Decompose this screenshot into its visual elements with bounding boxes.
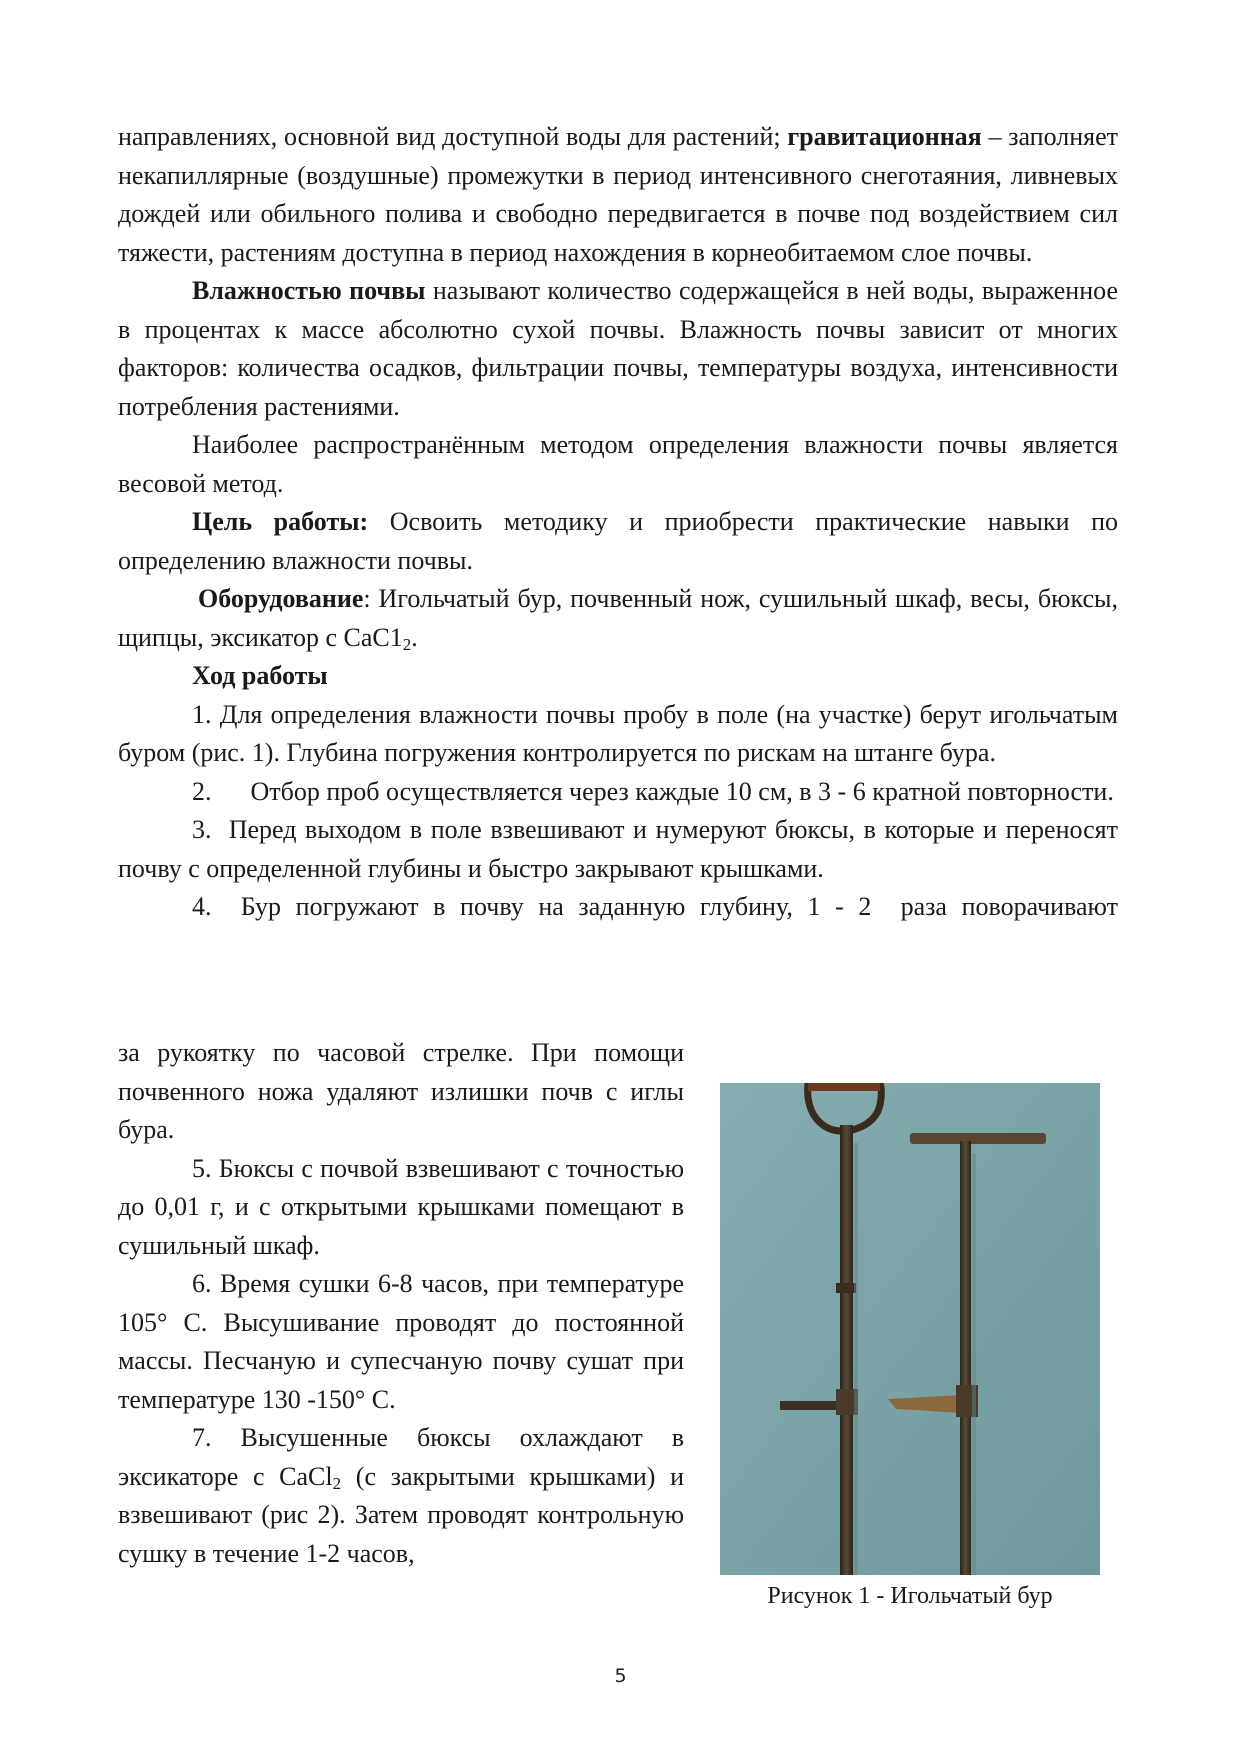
left-column-text xyxy=(118,1034,684,1573)
step-6: 6. Время сушки 6-8 часов, при температуре 105° С. Высушивание проводят до постоянной массы. Песчаную и супесчаную почву сушат при температуре 130 -150° С. xyxy=(118,1269,684,1414)
paragraph-goal: Цель работы: Освоить методику и приобрести практические навыки по определению влажности почвы. xyxy=(118,507,1118,575)
paragraph-soil-moisture-definition: Влажностью почвы называют количество содержащейся в ней воды, выраженное в процентах к массе абсолютно сухой почвы. Влажность почвы зависит от многих факторов: количества осадков, фильтрации почвы, температуры воздуха, интенсивности потребления растениями. xyxy=(118,276,1118,421)
step-3: 3. Перед выходом в поле взвешивают и нумеруют бюксы, в которые и переносят почву с определенной глубины и быстро закрывают крышками. xyxy=(118,815,1125,883)
paragraph-water-types: направлениях, основной вид доступной воды для растений; гравитационная – заполняет некапиллярные (воздушные) промежутки в период интенсивного снеготаяния, ливневых дождей или обильного полива и свободно передвигается в почве под воздействием сил тяжести, растениям доступна в период нахождения в корнеобитаемом слое почвы. xyxy=(118,122,1118,267)
step-4-start: 4. Бур погружают в почву на заданную глубину, 1 - 2 раза поворачивают xyxy=(192,892,1118,921)
term-gravitational: гравитационная xyxy=(787,122,982,151)
paragraph-weight-method: Наиболее распространённым методом определения влажности почвы является весовой метод. xyxy=(118,430,1118,498)
paragraph-equipment: Оборудование: Игольчатый бур, почвенный нож, сушильный шкаф, весы, бюксы, щипцы, эксикатор с $СаС1_2$. xyxy=(118,584,1118,654)
term-soil-moisture: Влажностью почвы xyxy=(192,276,426,305)
heading-procedure: Ход работы xyxy=(192,661,328,690)
step-4-continued: за рукоятку по часовой стрелке. При помощи почвенного ножа удаляют излишки почв с иглы бура. xyxy=(118,1038,684,1144)
figure-needle-auger xyxy=(720,1083,1100,1575)
step-1: 1. Для определения влажности почвы пробу в поле (на участке) берут игольчатым буром (рис. 1). Глубина погружения контролируется по рискам на штанге бура. xyxy=(118,699,1118,767)
main-text-block xyxy=(118,118,1125,927)
label-goal: Цель работы: xyxy=(192,507,369,536)
step-2: 2. Отбор проб осуществляется через каждые 10 см, в 3 - 6 кратной повторности. xyxy=(192,776,1114,806)
page-number: 5 xyxy=(614,1665,627,1687)
label-equipment: Оборудование xyxy=(198,584,364,613)
step-7: 7. Высушенные бюксы охлаждают в эксикаторе с CaCl$_2$ (с закрытыми крышками) и взвешивают (рис 2). Затем проводят контрольную сушку в течение 1-2 часов, xyxy=(118,1423,685,1568)
step-5: 5. Бюксы с почвой взвешивают с точностью до 0,01 г, и с открытыми крышками помещают в сушильный шкаф. xyxy=(118,1153,684,1260)
needle-auger-photo xyxy=(720,1083,1100,1575)
figure-caption: Рисунок 1 - Игольчатый бур xyxy=(767,1583,1053,1609)
